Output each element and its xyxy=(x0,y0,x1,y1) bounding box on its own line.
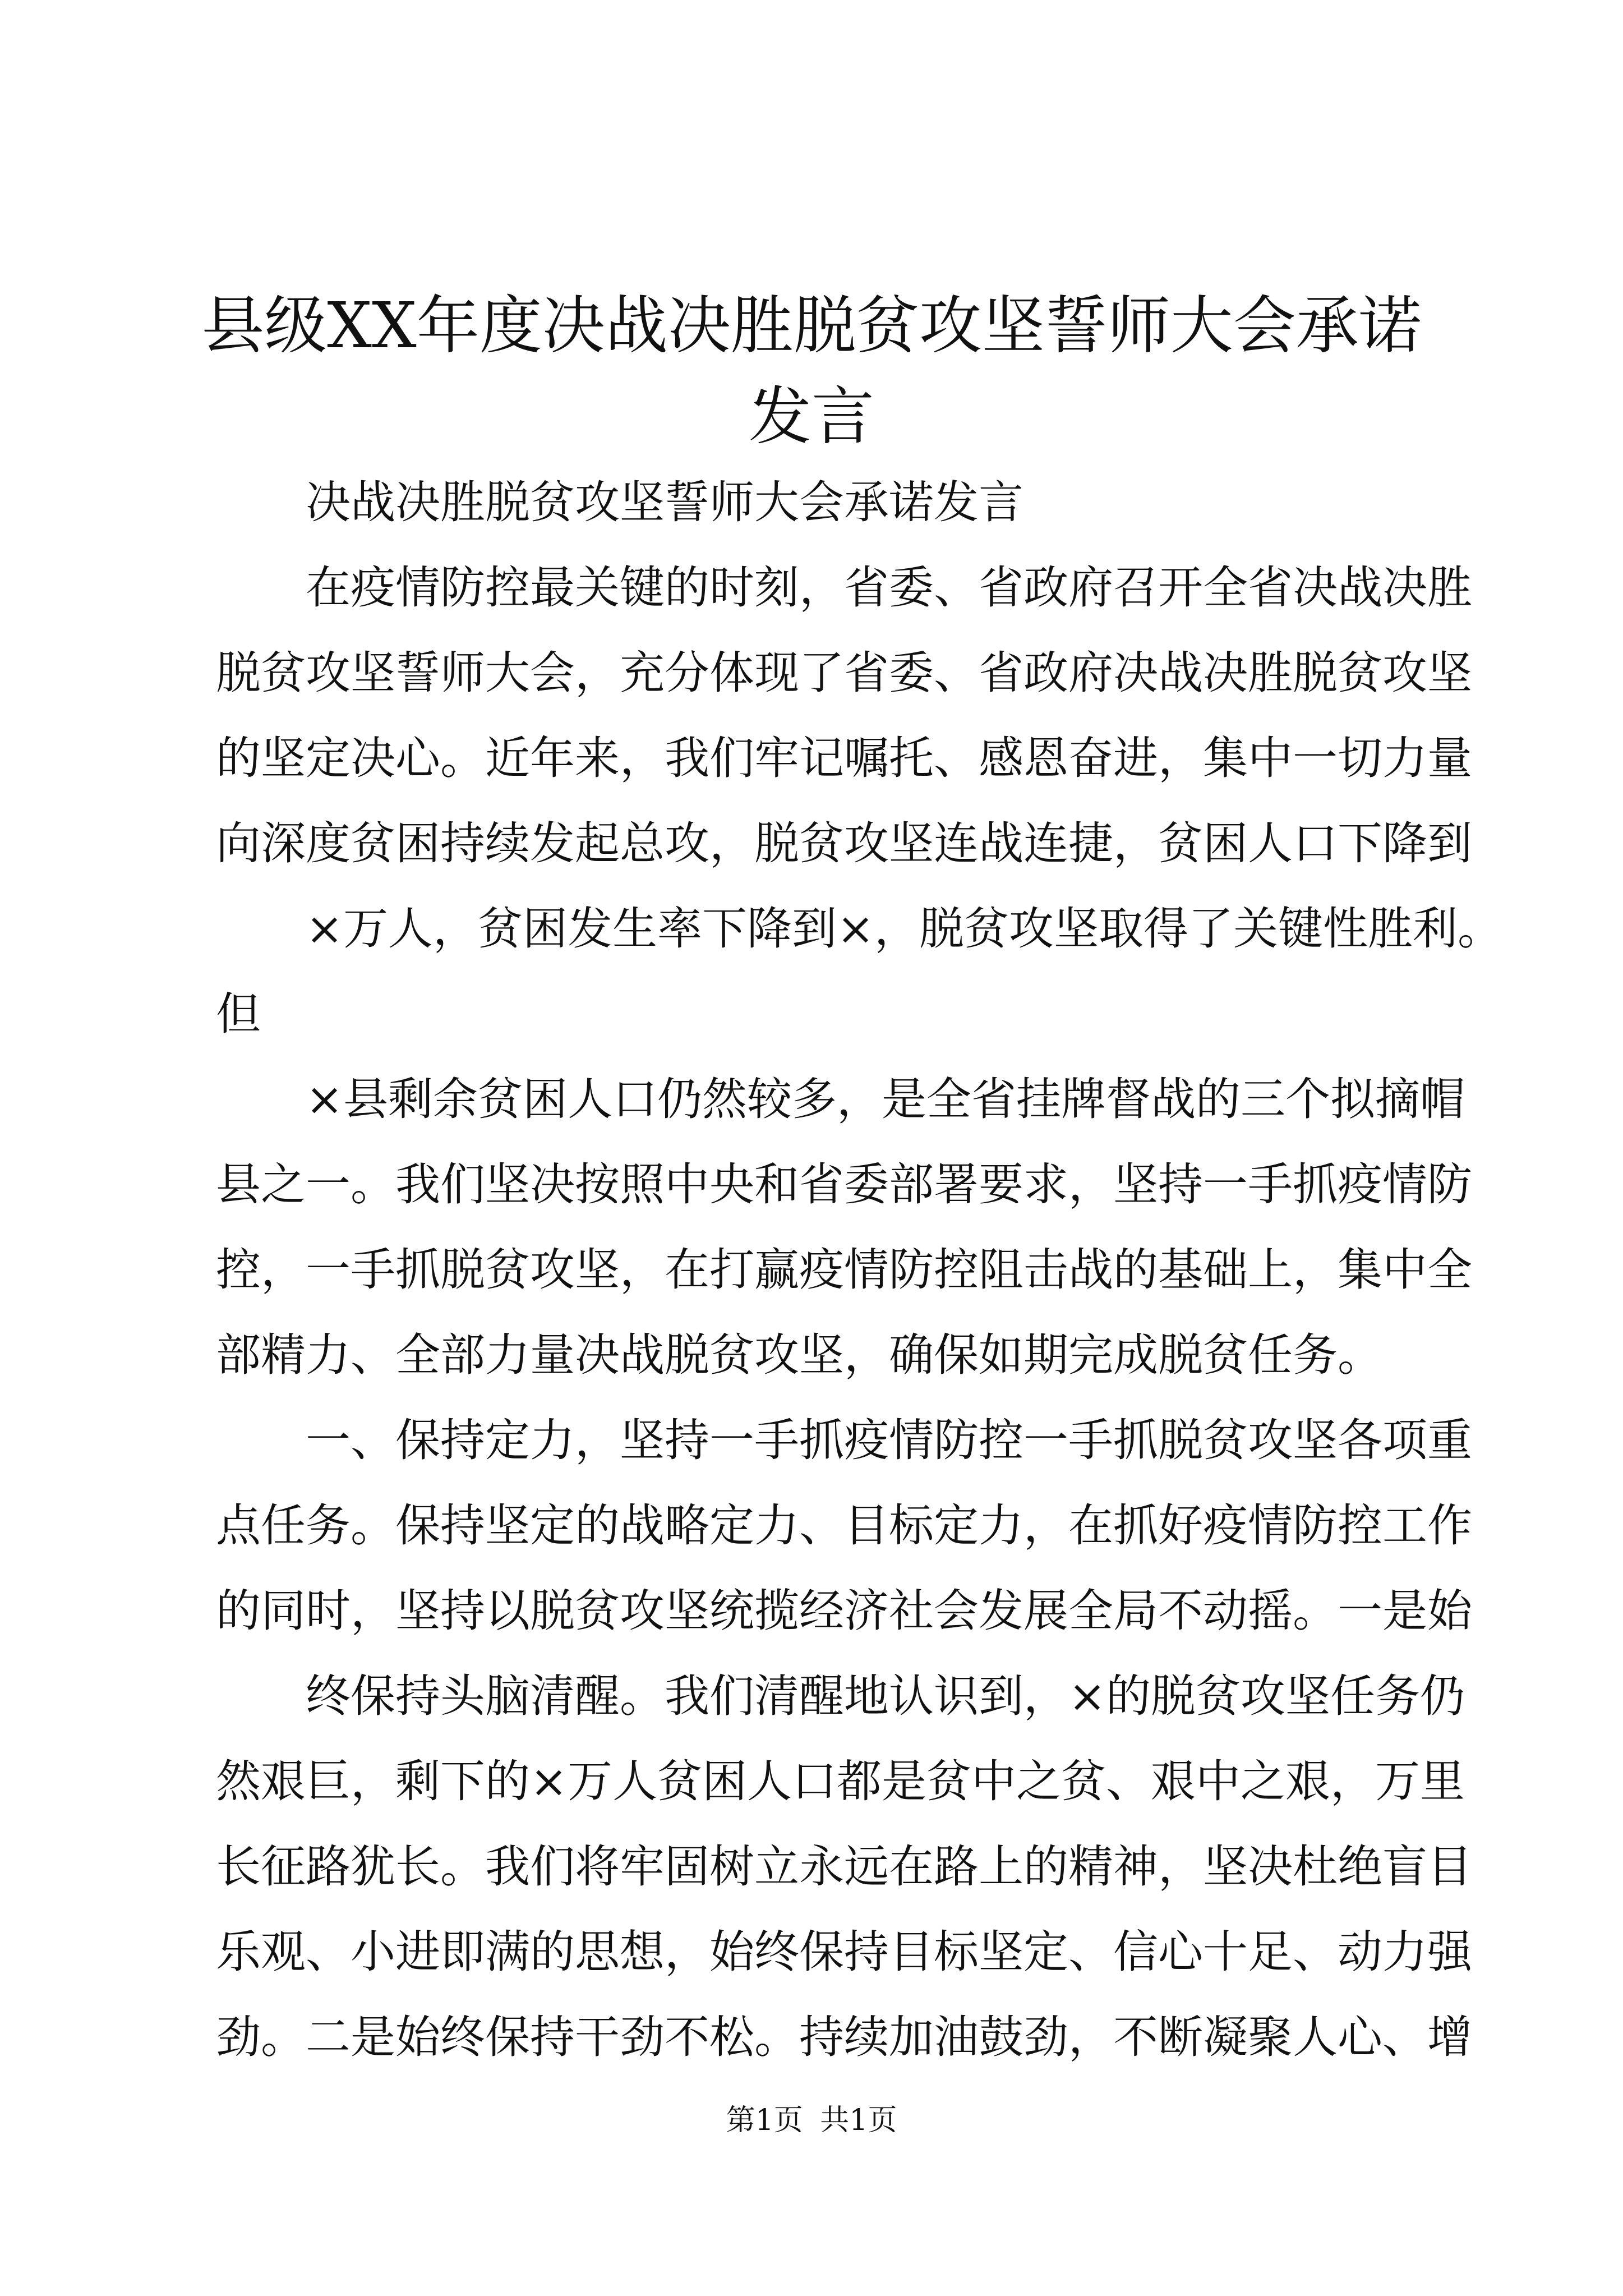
text-line: 然艰巨，剩下的×万人贫困人口都是贫中之贫、艰中之艰，万里 xyxy=(216,1755,1465,1807)
title-line-1: 县级XX年度决战决胜脱贫攻坚誓师大会承诺 xyxy=(201,289,1422,362)
page-footer: 第1页 共1页 xyxy=(726,2104,897,2137)
title-line-2: 发言 xyxy=(749,380,874,453)
text-line: ×万人，贫困发生率下降到×，脱贫攻坚取得了关键性胜利。 xyxy=(306,903,1503,955)
text-line: 一、保持定力，坚持一手抓疫情防控一手抓脱贫攻坚各项重 xyxy=(306,1414,1472,1466)
text-line: 在疫情防控最关键的时刻，省委、省政府召开全省决战决胜 xyxy=(306,562,1472,614)
document-title xyxy=(185,280,1438,462)
text-line: 终保持头脑清醒。我们清醒地认识到，×的脱贫攻坚任务仍 xyxy=(306,1670,1465,1722)
text-line: 长征路犹长。我们将牢固树立永远在路上的精神，坚决杜绝盲目 xyxy=(216,1841,1472,1893)
text-line: 控，一手抓脱贫攻坚，在打赢疫情防控阻击战的基础上，集中全 xyxy=(216,1244,1472,1296)
text-line: 但 xyxy=(216,988,261,1040)
text-line: 点任务。保持坚定的战略定力、目标定力，在抓好疫情防控工作 xyxy=(216,1499,1472,1552)
text-line: 的同时，坚持以脱贫攻坚统揽经济社会发展全局不动摇。一是始 xyxy=(216,1585,1472,1637)
text-line: 决战决胜脱贫攻坚誓师大会承诺发言 xyxy=(306,476,1023,528)
text-line: 部精力、全部力量决战脱贫攻坚，确保如期完成脱贫任务。 xyxy=(216,1329,1382,1381)
text-line: 脱贫攻坚誓师大会，充分体现了省委、省政府决战决胜脱贫攻坚 xyxy=(216,647,1472,699)
text-line: ×县剩余贫困人口仍然较多，是全省挂牌督战的三个拟摘帽 xyxy=(306,1073,1465,1125)
text-line: 劲。二是始终保持干劲不松。持续加油鼓劲，不断凝聚人心、增 xyxy=(216,2011,1472,2063)
text-line: 县之一。我们坚决按照中央和省委部署要求，坚持一手抓疫情防 xyxy=(216,1158,1472,1211)
text-line: 的坚定决心。近年来，我们牢记嘱托、感恩奋进，集中一切力量 xyxy=(216,732,1472,784)
document-body xyxy=(216,460,1503,2080)
text-line: 乐观、小进即满的思想，始终保持目标坚定、信心十足、动力强 xyxy=(216,1926,1472,1978)
text-line: 向深度贫困持续发起总攻，脱贫攻坚连战连捷，贫困人口下降到 xyxy=(216,817,1472,869)
